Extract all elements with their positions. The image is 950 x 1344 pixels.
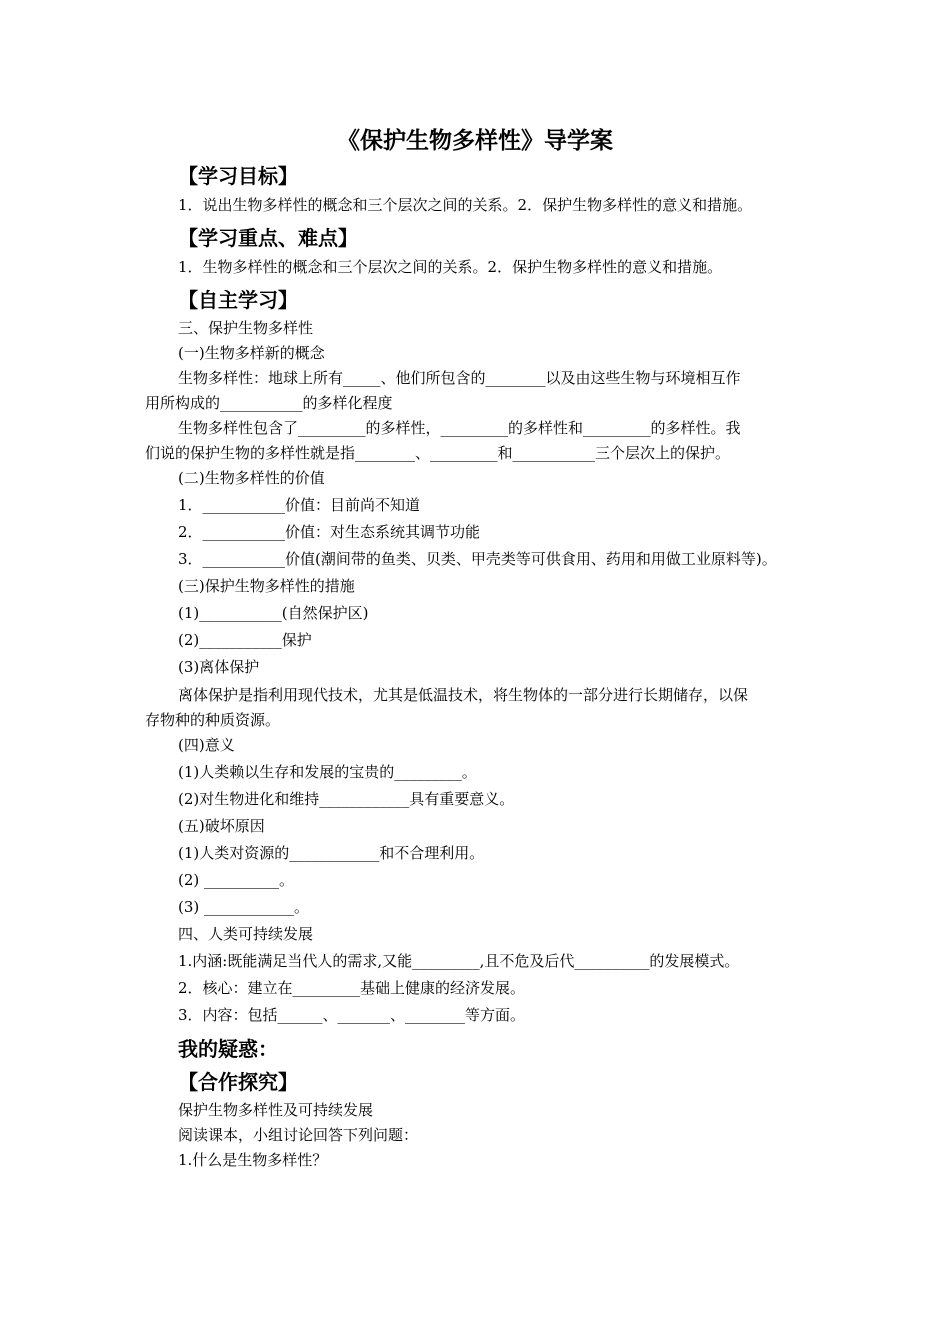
text-line: 1．___________价值：目前尚不知道	[178, 496, 421, 514]
text-line: 生物多样性包含了_________的多样性，_________的多样性和_________的多样性。我	[178, 419, 741, 437]
text-line: 离体保护是指利用现代技术，尤其是低温技术，将生物体的一部分进行长期储存，以保	[178, 686, 749, 704]
text-line: 1.内涵:既能满足当代人的需求,又能_________,且不危及后代__________的发展模式。	[178, 952, 740, 970]
text-line: 2．核心：建立在_________基础上健康的经济发展。	[178, 979, 526, 997]
text-line: (三)保护生物多样性的措施	[178, 577, 355, 595]
text-line: (3)离体保护	[178, 658, 260, 676]
text-line: 3．内容：包括______、_______、________等方面。	[178, 1006, 526, 1024]
text-line: 阅读课本，小组讨论回答下列问题：	[178, 1126, 419, 1144]
objectives-text: 1．说出生物多样性的概念和三个层次之间的关系。2．保护生物多样性的意义和措施。	[178, 196, 753, 214]
text-line: (1)人类对资源的____________和不合理利用。	[178, 844, 485, 862]
section-heading-self-study: 【自主学习】	[178, 288, 298, 312]
text-line: (1)人类赖以生存和发展的宝贵的_________。	[178, 763, 477, 781]
text-line: (1)___________(自然保护区)	[178, 604, 369, 622]
text-line: 用所构成的___________的多样化程度	[145, 394, 393, 412]
text-line: (3) ____________。	[178, 898, 310, 916]
section-heading-doubts: 我的疑惑：	[178, 1037, 278, 1061]
text-line: (二)生物多样性的价值	[178, 469, 325, 487]
section-heading-cooperation: 【合作探究】	[178, 1070, 298, 1094]
text-line: 3．___________价值(潮间带的鱼类、贝类、甲壳类等可供食用、药用和用做工业原料等)。	[178, 550, 777, 568]
text-line: (五)破坏原因	[178, 817, 265, 835]
text-line: 三、保护生物多样性	[178, 319, 314, 337]
text-line: (四)意义	[178, 736, 235, 754]
text-line: 1.什么是生物多样性？	[178, 1151, 328, 1169]
section-heading-objectives: 【学习目标】	[178, 164, 298, 188]
text-line: 生物多样性：地球上所有_____、他们所包含的________以及由这些生物与环境相互作	[178, 369, 741, 387]
text-line: 存物种的种质资源。	[145, 711, 281, 729]
text-line: (2) __________。	[178, 871, 295, 889]
document-title: 《保护生物多样性》导学案	[337, 128, 613, 154]
section-heading-key-points: 【学习重点、难点】	[178, 226, 358, 250]
key-points-text: 1．生物多样性的概念和三个层次之间的关系。2．保护生物多样性的意义和措施。	[178, 258, 723, 276]
text-line: (一)生物多样新的概念	[178, 344, 325, 362]
text-line: (2)___________保护	[178, 631, 312, 649]
text-line: 保护生物多样性及可持续发展	[178, 1101, 374, 1119]
text-line: 四、人类可持续发展	[178, 925, 314, 943]
text-line: 2．___________价值：对生态系统其调节功能	[178, 523, 481, 541]
text-line: 们说的保护生物的多样性就是指________、_________和___________三个层次上的保护。	[145, 444, 731, 462]
text-line: (2)对生物进化和维持____________具有重要意义。	[178, 790, 515, 808]
